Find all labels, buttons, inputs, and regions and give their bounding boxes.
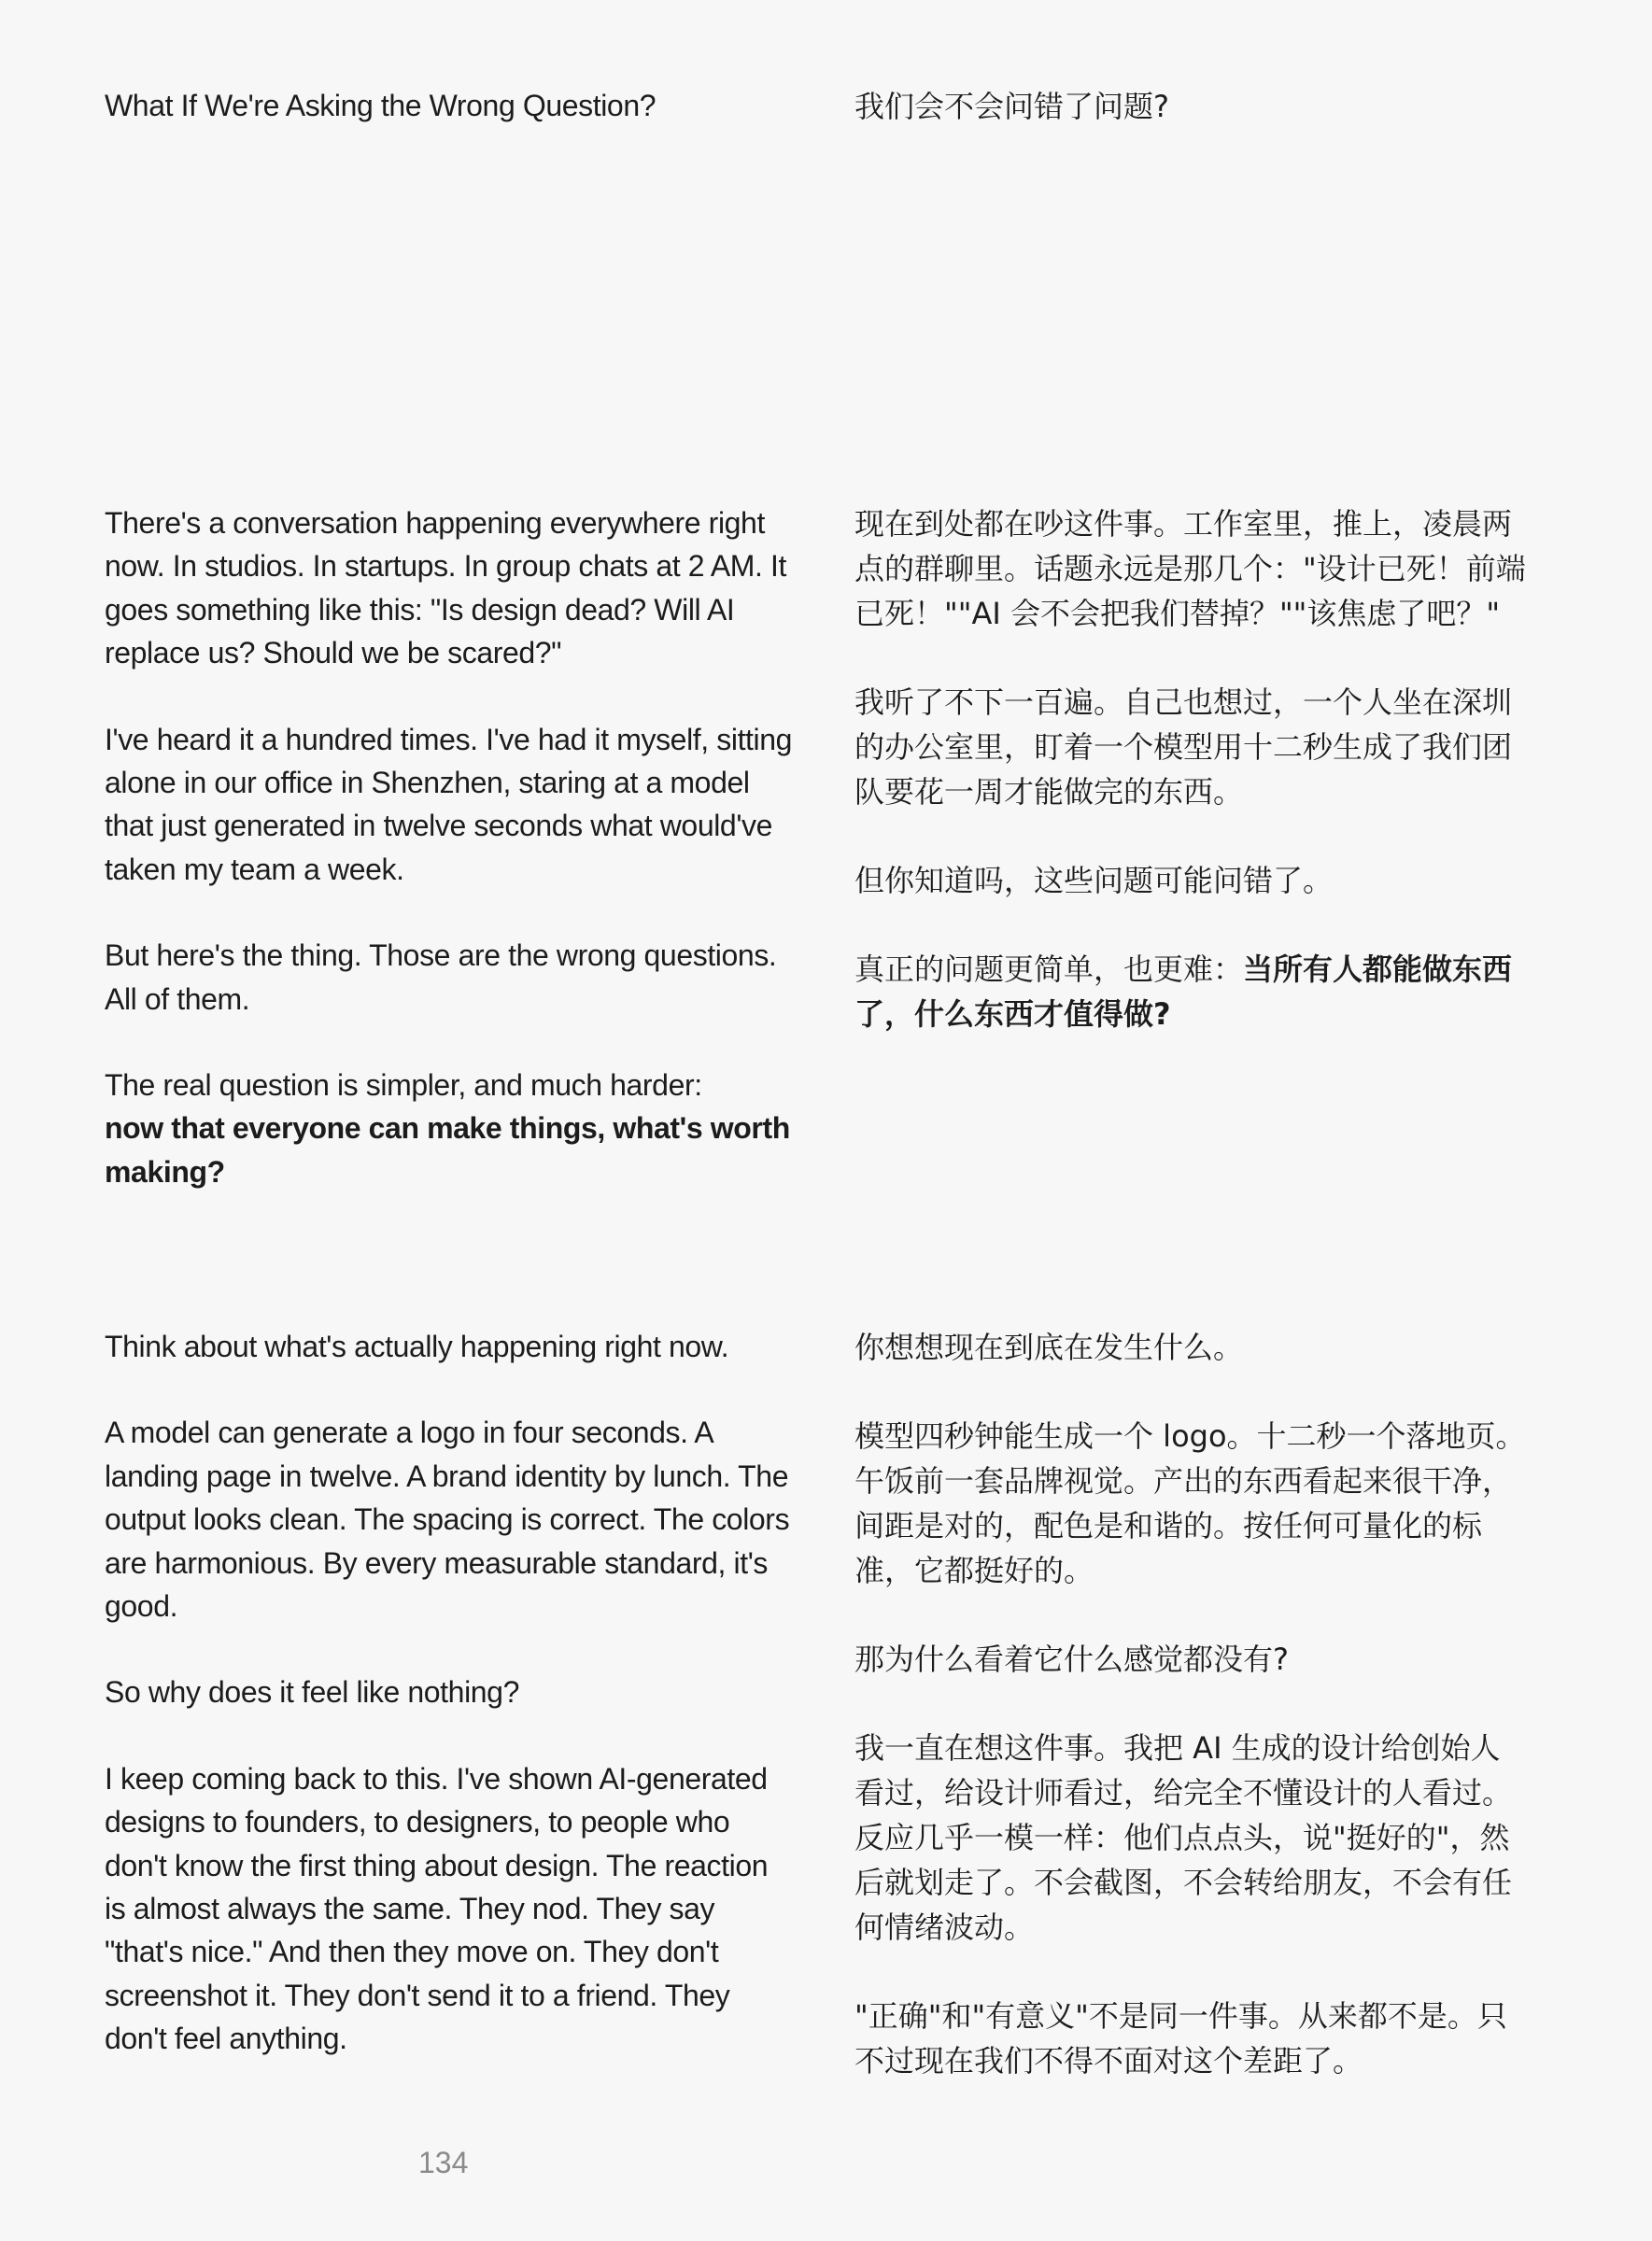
paragraph-lead: The real question is simpler, and much harder: (105, 1068, 702, 1103)
page-number: 134 (418, 2146, 469, 2179)
key-question: 当所有人都能做东西了，什么东西才值得做? (854, 951, 1513, 1032)
paragraph: 你想想现在到底在发生什么。 (854, 1330, 1244, 1365)
paragraph: 那为什么看着它什么感觉都没有? (854, 1642, 1289, 1677)
paragraph: 现在到处都在吵这件事。工作室里，推上，凌晨两点的群聊里。话题永远是那几个："设计已死！前端已死！""AI 会不会把我们替掉？""该焦虑了吧？" (854, 506, 1526, 631)
paragraph: 但你知道吗，这些问题可能问错了。 (854, 863, 1334, 898)
title-en (105, 84, 796, 170)
section1-chinese (854, 501, 1527, 1080)
section2-english (105, 1325, 796, 2104)
paragraph: 模型四秒钟能生成一个 logo。十二秒一个落地页。午饭前一套品牌视觉。产出的东西看起来很干净，间距是对的，配色是和谐的。按任何可量化的标准，它都挺好的。 (854, 1418, 1526, 1588)
paragraph: I've heard it a hundred times. I've had it myself, sitting alone in our office in Shenzhen, staring at a model that just generated in twelve seconds what would've taken my team a week. (105, 722, 793, 886)
paragraph: But here's the thing. Those are the wrong questions. All of them. (105, 938, 777, 1016)
title-zh (854, 84, 1527, 173)
paragraph (105, 1064, 796, 1193)
paragraph: 我一直在想这件事。我把 AI 生成的设计给创始人看过，给设计师看过，给完全不懂设计的人看过。反应几乎一模一样：他们点点头，说"挺好的"，然后就划走了。不会截图，不会转给朋友，不会有任何情绪波动。 (854, 1730, 1513, 1945)
paragraph (854, 947, 1527, 1036)
paragraph: 我听了不下一百遍。自己也想过，一个人坐在深圳的办公室里，盯着一个模型用十二秒生成了我们团队要花一周才能做完的东西。 (854, 684, 1513, 810)
paragraph: A model can generate a logo in four seconds. A landing page in twelve. A brand identity by lunch. The output looks clean. The spacing is correct. The colors are harmonious. By every measurable standard, it's good. (105, 1416, 790, 1624)
paragraph-lead: 真正的问题更简单，也更难： (854, 951, 1244, 987)
paragraph: There's a conversation happening everywhere right now. In studios. In startups. In group chats at 2 AM. It goes something like this: "Is design dead? Will AI replace us? Should we be scared?" (105, 506, 787, 670)
page-title-english: What If We're Asking the Wrong Question? (105, 89, 657, 122)
paragraph: I keep coming back to this. I've shown AI-generated designs to founders, to designers, to people who don't know the first thing about design. The reaction is almost always the same. They nod. They say "that's nice." And then they move on. They don't screenshot it. They don't send it to a friend. They don't feel anything. (105, 1761, 769, 2056)
section2-chinese (854, 1325, 1527, 2127)
paragraph: Think about what's actually happening right now. (105, 1330, 729, 1363)
paragraph: So why does it feel like nothing? (105, 1675, 519, 1710)
page-title-chinese: 我们会不会问错了问题? (854, 89, 1169, 124)
key-question: now that everyone can make things, what's worth making? (105, 1111, 790, 1189)
section1-english (105, 501, 796, 1236)
paragraph: "正确"和"有意义"不是同一件事。从来都不是。只不过现在我们不得不面对这个差距了。 (854, 1998, 1507, 2079)
